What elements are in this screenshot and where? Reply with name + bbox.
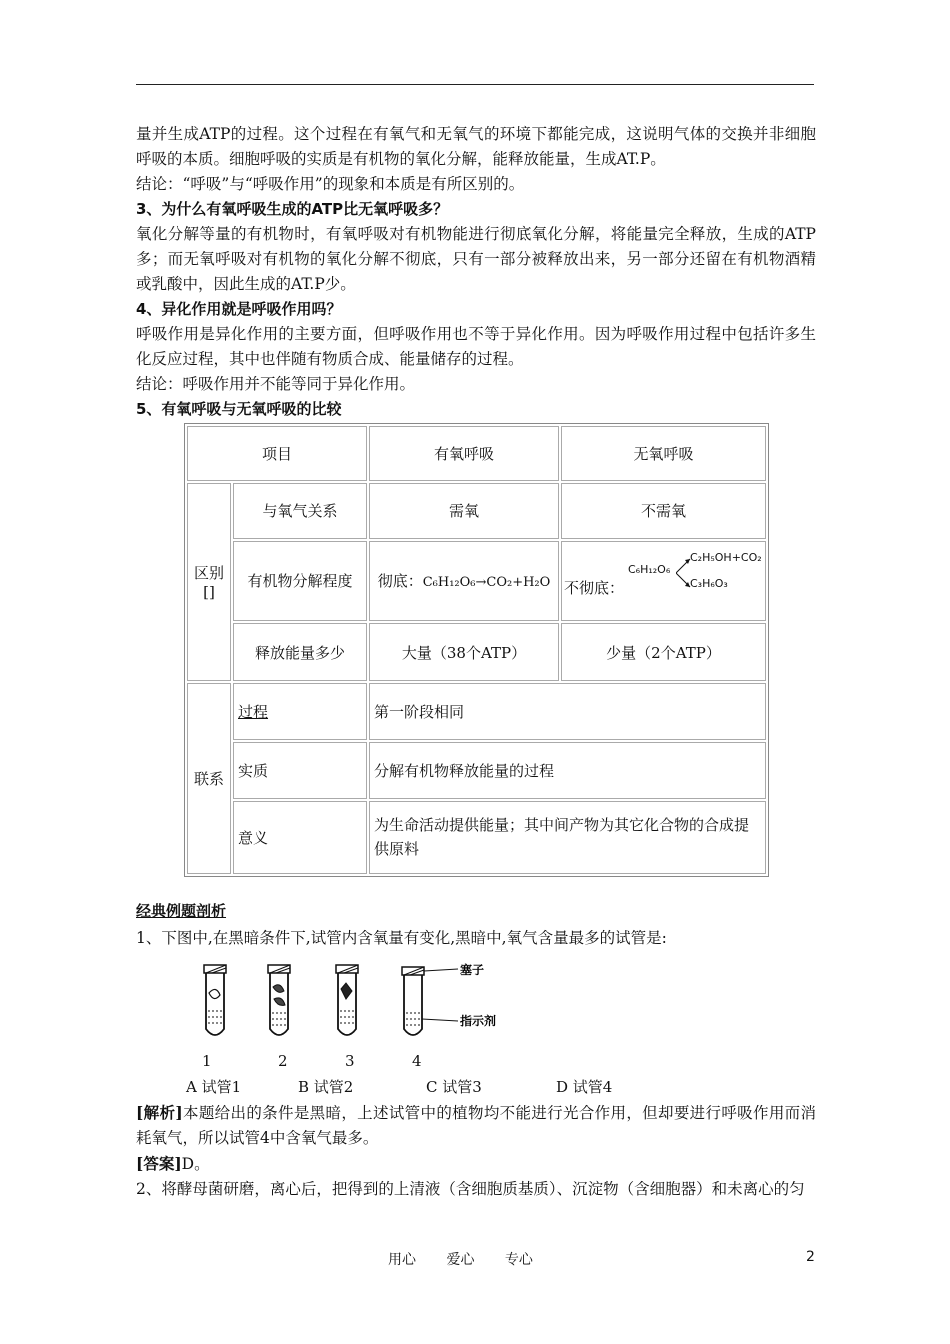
footer-item: 爱心 bbox=[446, 1252, 475, 1268]
analysis-block bbox=[136, 1100, 816, 1202]
heading-5: 5、有氧呼吸与无氧呼吸的比较 bbox=[136, 400, 342, 418]
footer-item: 用心 bbox=[388, 1252, 416, 1268]
group-label-bracket: [] bbox=[203, 583, 215, 602]
group-label-link: 联系 bbox=[187, 683, 231, 874]
test-tubes-figure bbox=[196, 963, 516, 1043]
row-label: 意义 bbox=[233, 801, 367, 874]
formula-product: C₂H₅OH+CO₂ bbox=[690, 550, 762, 564]
row-label: 释放能量多少 bbox=[233, 623, 367, 682]
option: D 试管4 bbox=[556, 1078, 613, 1096]
table-cell: 不需氧 bbox=[561, 483, 766, 540]
paragraph: 呼吸作用是异化作用的主要方面，但呼吸作用也不等于异化作用。因为呼吸作用过程中包括许多生化反应过程，其中也伴随有物质合成、能量储存的过程。 bbox=[136, 325, 816, 368]
group-label-text: 区别 bbox=[193, 564, 224, 583]
paragraph: 量并生成ATP的过程。这个过程在有氧气和无氧气的环境下都能完成，这说明气体的交换并非细胞呼吸的本质。细胞呼吸的实质是有机物的氧化分解，能释放能量，生成AT.P。 bbox=[136, 125, 816, 168]
body-text bbox=[136, 122, 816, 422]
test-tube-2 bbox=[268, 965, 290, 1035]
analysis-tag: [解析] bbox=[136, 1103, 183, 1122]
answer-text: D。 bbox=[181, 1155, 210, 1173]
table-header-cell: 项目 bbox=[187, 426, 367, 481]
formula-product: C₃H₆O₃ bbox=[690, 576, 728, 590]
formula-prefix: 不彻底： bbox=[564, 578, 625, 597]
table-cell: 大量（38个ATP） bbox=[369, 623, 559, 682]
footer bbox=[388, 1249, 559, 1269]
test-tube-4 bbox=[402, 967, 458, 1035]
link-label: 过程 bbox=[238, 703, 269, 722]
footer-item: 专心 bbox=[504, 1252, 533, 1268]
table-cell bbox=[369, 541, 559, 621]
tube-number: 3 bbox=[345, 1052, 355, 1070]
question-2: 2、将酵母菌研磨，离心后，把得到的上清液（含细胞质基质）、沉淀物（含细胞器）和未离心的匀 bbox=[136, 1180, 805, 1198]
option: B 试管2 bbox=[298, 1078, 354, 1096]
group-label-difference bbox=[187, 483, 231, 682]
table-cell bbox=[561, 541, 766, 621]
answer bbox=[136, 1151, 816, 1177]
section-title: 经典例题剖析 bbox=[136, 902, 227, 920]
formula-reactant: C₆H₁₂O₆ bbox=[628, 562, 671, 576]
question-1: 1、下图中,在黑暗条件下,试管内含氧量有变化,黑暗中,氧气含量最多的试管是: bbox=[136, 929, 667, 947]
heading-4: 4、异化作用就是呼吸作用吗？ bbox=[136, 300, 342, 318]
row-label: 有机物分解程度 bbox=[233, 541, 367, 621]
conclusion: 结论：呼吸作用并不能等同于异化作用。 bbox=[136, 375, 416, 393]
comparison-table bbox=[184, 423, 769, 877]
test-tube-3 bbox=[336, 965, 358, 1035]
option: A 试管1 bbox=[186, 1078, 242, 1096]
analysis bbox=[136, 1100, 816, 1151]
table-header-cell: 无氧呼吸 bbox=[561, 426, 766, 481]
analysis-text: 本题给出的条件是黑暗，上述试管中的植物均不能进行光合作用，但却要进行呼吸作用而消耗氧气，所以试管4中含氧气最多。 bbox=[136, 1104, 816, 1147]
formula: C₆H₁₂O₆→CO₂+H₂O bbox=[422, 575, 551, 591]
table-cell: 需氧 bbox=[369, 483, 559, 540]
tube-number: 4 bbox=[412, 1052, 422, 1070]
paragraph: 氧化分解等量的有机物时，有氧呼吸对有机物能进行彻底氧化分解，将能量完全释放，生成的ATP多；而无氧呼吸对有机物的氧化分解不彻底，只有一部分被释放出来，另一部分还留在有机物酒精或乳酸中，因此生成的AT.P少。 bbox=[136, 225, 816, 293]
table-cell: 为生命活动提供能量；其中间产物为其它化合物的合成提供原料 bbox=[369, 801, 766, 874]
row-label: 与氧气关系 bbox=[233, 483, 367, 540]
conclusion: 结论：“呼吸”与“呼吸作用”的现象和本质是有所区别的。 bbox=[136, 175, 525, 193]
table-cell: 少量（2个ATP） bbox=[561, 623, 766, 682]
page-number: 2 bbox=[806, 1249, 815, 1265]
row-label bbox=[233, 683, 367, 740]
header-rule bbox=[136, 84, 814, 85]
heading-3: 3、为什么有氧呼吸生成的ATP比无氧呼吸多？ bbox=[136, 200, 449, 218]
test-tube-1 bbox=[204, 965, 226, 1035]
label-indicator: 指示剂 bbox=[460, 1014, 497, 1028]
formula-prefix: 彻底： bbox=[377, 572, 423, 591]
table-cell: 分解有机物释放能量的过程 bbox=[369, 742, 766, 799]
answer-tag: [答案] bbox=[136, 1154, 182, 1173]
table-header-cell: 有氧呼吸 bbox=[369, 426, 559, 481]
table-cell: 第一阶段相同 bbox=[369, 683, 766, 740]
label-stopper: 塞子 bbox=[460, 963, 485, 977]
tube-number: 1 bbox=[202, 1052, 212, 1070]
option: C 试管3 bbox=[426, 1078, 482, 1096]
row-label: 实质 bbox=[233, 742, 367, 799]
tube-number: 2 bbox=[278, 1052, 288, 1070]
